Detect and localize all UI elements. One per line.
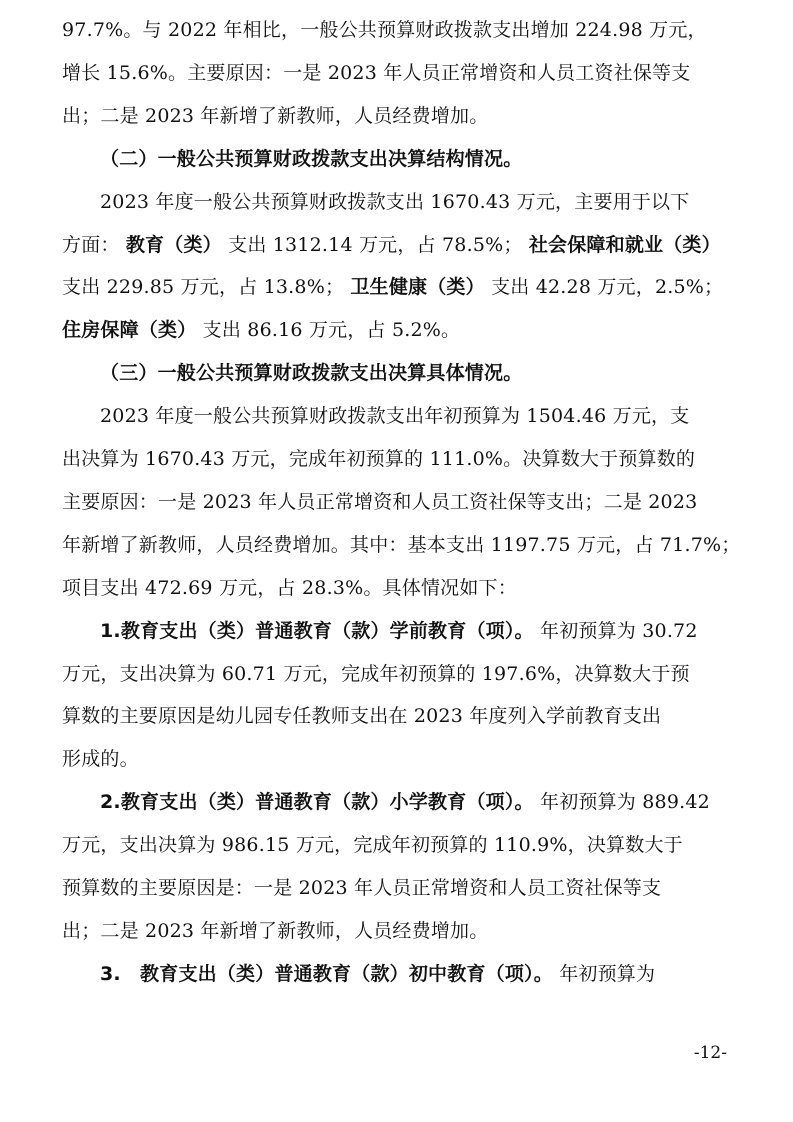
category-label: 教育（类） [125, 233, 222, 256]
item-heading: 2.教育支出（类）普通教育（款）小学教育（项）。 [100, 791, 534, 814]
paragraph-text: 年初预算为 30.72 [540, 619, 698, 642]
section-heading: （二）一般公共预算财政拨款支出决算结构情况。 [100, 147, 523, 170]
item-heading: 3. 教育支出（类）普通教育（款）初中教育（项）。 [100, 962, 553, 985]
paragraph-line: 预算数的主要原因是：一是 2023 年人员正常增资和人员工资社保等支 [62, 877, 662, 899]
paragraph-text: 支出 42.28 万元，2.5%； [491, 276, 724, 299]
paragraph-text: 支出 229.85 万元，占 13.8%； [62, 276, 345, 299]
paragraph-line: 项目支出 472.69 万元，占 28.3%。具体情况如下： [62, 576, 517, 599]
category-label: 住房保障（类） [62, 319, 197, 342]
paragraph-text: 支出 86.16 万元，占 5.2%。 [202, 319, 461, 342]
paragraph-line [62, 275, 723, 299]
paragraph-text: 支出 1312.14 万元，占 78.5%； [228, 233, 523, 256]
paragraph-line: 主要原因：一是 2023 年人员正常增资和人员工资社保等支出；二是 2023 [62, 490, 698, 513]
paragraph-text: 方面： [62, 233, 120, 256]
paragraph-line [100, 962, 655, 986]
paragraph-line: 出决算为 1670.43 万元，完成年初预算的 111.0%。决算数大于预算数的 [62, 448, 696, 470]
paragraph-line: 万元，支出决算为 986.15 万元，完成年初预算的 110.9%，决算数大于 [62, 834, 683, 857]
paragraph-line [62, 318, 460, 342]
paragraph-line: 增长 15.6%。主要原因：一是 2023 年人员正常增资和人员工资社保等支 [62, 61, 691, 84]
paragraph-line: 2023 年度一般公共预算财政拨款支出 1670.43 万元，主要用于以下 [100, 190, 690, 213]
paragraph-line: 算数的主要原因是幼儿园专任教师支出在 2023 年度列入学前教育支出 [62, 705, 662, 728]
paragraph-text: 年初预算为 889.42 [540, 791, 710, 814]
paragraph-line [100, 790, 710, 814]
paragraph-line: 出；二是 2023 年新增了新教师，人员经费增加。 [62, 919, 489, 942]
paragraph-line: 出；二是 2023 年新增了新教师，人员经费增加。 [62, 104, 489, 127]
section-heading: （三）一般公共预算财政拨款支出决算具体情况。 [100, 362, 523, 385]
paragraph-line: 2023 年度一般公共预算财政拨款支出年初预算为 1504.46 万元，支 [100, 405, 690, 428]
paragraph-line [62, 233, 721, 257]
item-heading: 1.教育支出（类）普通教育（款）学前教育（项）。 [100, 619, 534, 642]
page-number: -12- [693, 1043, 727, 1063]
paragraph-line: 万元，支出决算为 60.71 万元，完成年初预算的 197.6%，决算数大于预 [62, 662, 690, 685]
paragraph-text: 年初预算为 [559, 962, 656, 985]
category-label: 社会保障和就业（类） [528, 233, 721, 256]
paragraph-line: 年新增了新教师，人员经费增加。其中：基本支出 1197.75 万元，占 71.7%； [62, 533, 741, 556]
paragraph-line: 形成的。 [62, 748, 139, 771]
paragraph-line [100, 619, 698, 643]
category-label: 卫生健康（类） [350, 276, 485, 299]
paragraph-line: 97.7%。与 2022 年相比，一般公共预算财政拨款支出增加 224.98 万元， [62, 19, 707, 41]
